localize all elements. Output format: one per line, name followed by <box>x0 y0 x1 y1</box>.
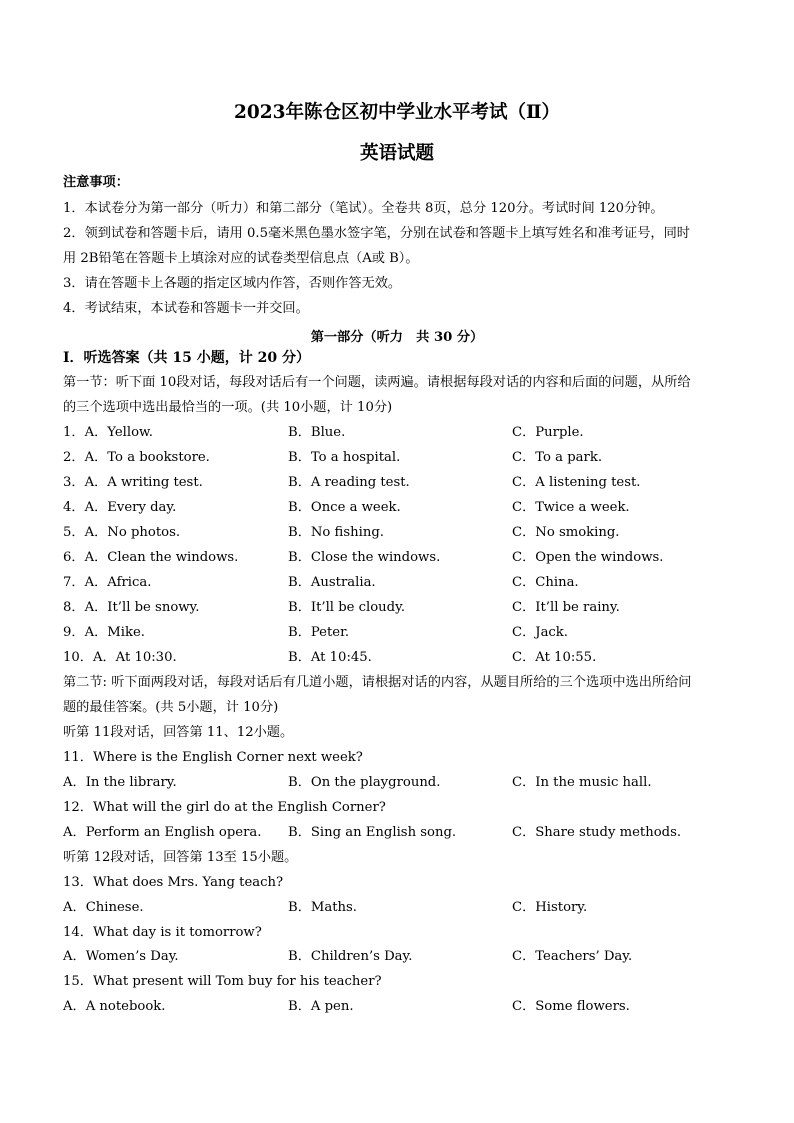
section2-intro-1: 第二节: 听下面两段对话，每段对话后有几道小题，请根据对话的内容，从题目所给的三个选项中选出所给问 <box>63 675 692 690</box>
section2-intro-2: 题的最佳答案。(共 5小题，计 10分) <box>63 700 279 715</box>
q13-option-c: C．History. <box>512 900 588 915</box>
q6-option-c: C．Open the windows. <box>512 550 664 565</box>
q13-option-a: A．Chinese. <box>63 900 144 915</box>
q7-option-c: C．China. <box>512 575 579 590</box>
q3-option-b: B．A reading test. <box>288 475 410 490</box>
notice-2: 2．领到试卷和答题卡后，请用 0.5毫米黑色墨水签字笔，分别在试卷和答题卡上填写姓名和准考证号，同时 <box>63 226 690 241</box>
q4-option-a: 4．A．Every day. <box>63 500 177 515</box>
q8-option-c: C．It’ll be rainy. <box>512 600 620 615</box>
q2-option-a: 2．A．To a bookstore. <box>63 450 210 465</box>
q12-option-c: C．Share study methods. <box>512 825 682 840</box>
q9-option-a: 9．A．Mike. <box>63 625 145 640</box>
q12-option-a: A．Perform an English opera. <box>63 825 262 840</box>
q1-option-c: C．Purple. <box>512 425 584 440</box>
q15-stem: 15．What present will Tom buy for his teacher? <box>63 974 382 989</box>
q12-option-b: B．Sing an English song. <box>288 825 457 840</box>
q11-stem: 11．Where is the English Corner next week? <box>63 750 363 765</box>
section1-intro-1: 第一节：听下面 10段对话，每段对话后有一个问题，读两遍。请根据每段对话的内容和后面的问题，从所给 <box>63 375 691 390</box>
section1-intro-2: 的三个选项中选出最恰当的一项。(共 10小题，计 10分) <box>63 400 393 415</box>
q13-stem: 13．What does Mrs. Yang teach? <box>63 875 284 890</box>
q5-option-b: B．No fishing. <box>288 525 384 540</box>
q1-option-a: 1．A．Yellow. <box>63 425 153 440</box>
dialog12-note: 听第 12段对话，回答第 13至 15小题。 <box>63 850 298 865</box>
q2-option-b: B．To a hospital. <box>288 450 401 465</box>
q10-option-c: C．At 10:55. <box>512 650 597 665</box>
part1-heading: 第一部分（听力 共 30 分） <box>310 330 484 345</box>
q14-option-c: C．Teachers’ Day. <box>512 949 633 964</box>
q8-option-a: 8．A．It’ll be snowy. <box>63 600 200 615</box>
q8-option-b: B．It’ll be cloudy. <box>288 600 406 615</box>
q3-option-a: 3．A．A writing test. <box>63 475 203 490</box>
dialog11-note: 听第 11段对话，回答第 11、12小题。 <box>63 725 294 740</box>
q7-option-a: 7．A．Africa. <box>63 575 152 590</box>
q11-option-b: B．On the playground. <box>288 775 441 790</box>
q11-option-c: C．In the music hall. <box>512 775 652 790</box>
notice-4: 4．考试结束，本试卷和答题卡一并交回。 <box>63 301 309 316</box>
q3-option-c: C．A listening test. <box>512 475 641 490</box>
notice-heading: 注意事项： <box>63 175 129 190</box>
q5-option-a: 5．A．No photos. <box>63 525 181 540</box>
q12-stem: 12．What will the girl do at the English Corner? <box>63 800 386 815</box>
q11-option-a: A．In the library. <box>63 775 177 790</box>
q7-option-b: B．Australia. <box>288 575 376 590</box>
q9-option-b: B．Peter. <box>288 625 350 640</box>
q14-option-a: A．Women’s Day. <box>63 949 179 964</box>
exam-subtitle: 英语试题 <box>359 143 434 164</box>
q15-option-c: C．Some flowers. <box>512 999 630 1014</box>
notice-2-cont: 用 2B铅笔在答题卡上填涂对应的试卷类型信息点（A或 B）。 <box>63 251 419 266</box>
q15-option-a: A．A notebook. <box>63 999 166 1014</box>
q4-option-c: C．Twice a week. <box>512 500 630 515</box>
notice-1: 1．本试卷分为第一部分（听力）和第二部分（笔试）。全卷共 8页，总分 120分。考试时间 120分钟。 <box>63 201 664 216</box>
q9-option-c: C．Jack. <box>512 625 568 640</box>
q6-option-b: B．Close the windows. <box>288 550 441 565</box>
section1-heading: Ⅰ．听选答案（共 15 小题，计 20 分） <box>63 350 311 366</box>
q6-option-a: 6．A．Clean the windows. <box>63 550 239 565</box>
q2-option-c: C．To a park. <box>512 450 603 465</box>
q14-stem: 14．What day is it tomorrow? <box>63 925 262 940</box>
q13-option-b: B．Maths. <box>288 900 357 915</box>
q14-option-b: B．Children’s Day. <box>288 949 413 964</box>
notice-3: 3．请在答题卡上各题的指定区域内作答，否则作答无效。 <box>63 276 402 291</box>
q1-option-b: B．Blue. <box>288 425 346 440</box>
q10-option-a: 10．A．At 10:30. <box>63 650 177 665</box>
q4-option-b: B．Once a week. <box>288 500 401 515</box>
q10-option-b: B．At 10:45. <box>288 650 372 665</box>
q15-option-b: B．A pen. <box>288 999 354 1014</box>
exam-title: 2023年陈仓区初中学业水平考试（Ⅱ） <box>233 102 561 123</box>
q5-option-c: C．No smoking. <box>512 525 620 540</box>
